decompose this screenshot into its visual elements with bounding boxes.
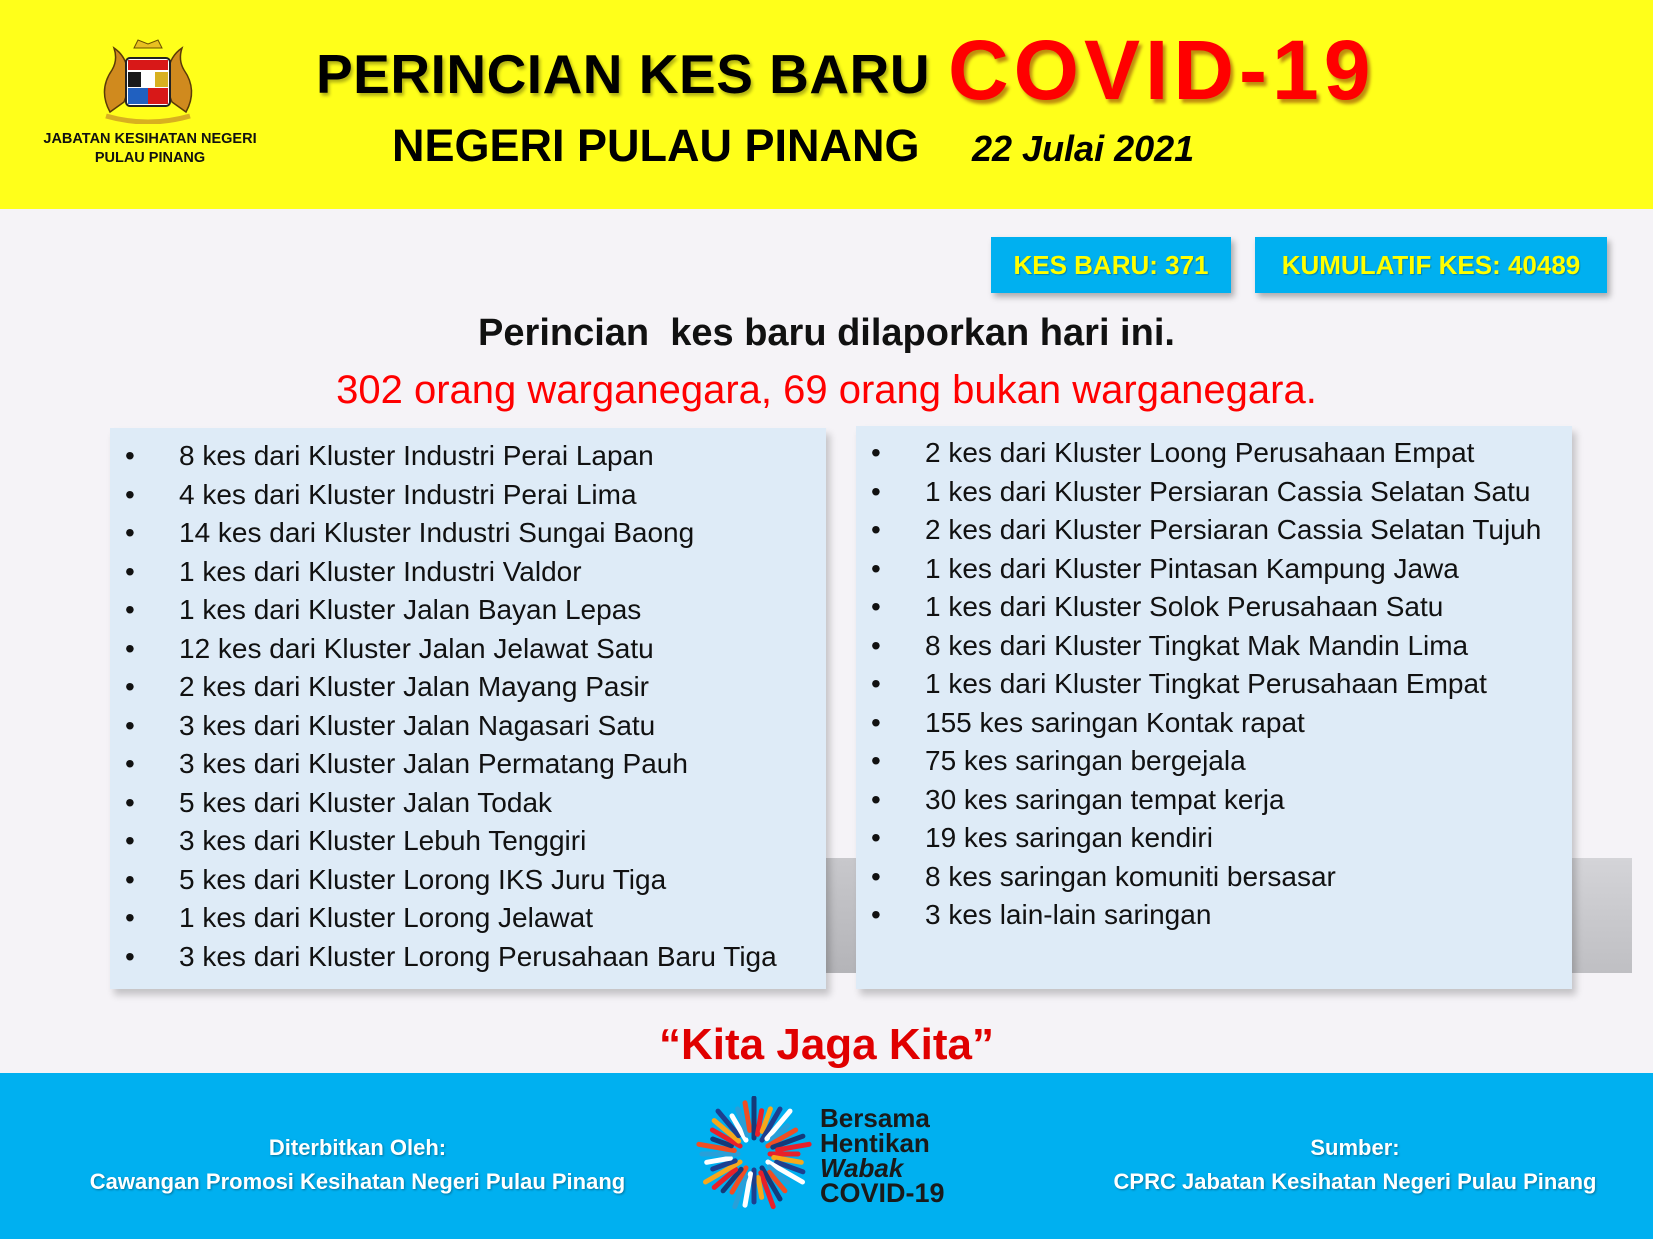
right-case-list — [856, 434, 1541, 935]
campaign-text: COVID-19 — [820, 1178, 945, 1208]
panel-shadow — [826, 858, 856, 973]
list-item: • 19 kes saringan kendiri — [856, 819, 1541, 858]
publisher-label: Diterbitkan Oleh: — [268, 1135, 447, 1160]
state-title: NEGERI PULAU PINANG — [392, 120, 920, 171]
list-item: • 2 kes dari Kluster Loong Perusahaan Empat — [856, 434, 1541, 473]
cumulative-cases-badge: KUMULATIF KES: 40489 — [1255, 237, 1607, 293]
panel-shadow — [1572, 858, 1632, 973]
department-name: JABATAN KESIHATAN NEGERI PULAU PINANG — [43, 131, 257, 166]
campaign-text: Hentikan — [820, 1128, 930, 1158]
coat-of-arms-icon — [88, 38, 208, 124]
list-item: • 1 kes dari Kluster Pintasan Kampung Jawa — [856, 550, 1541, 589]
list-item: • 5 kes dari Kluster Jalan Todak — [110, 784, 777, 823]
list-item: • 2 kes dari Kluster Persiaran Cassia Selatan Tujuh — [856, 511, 1541, 550]
list-item: • 4 kes dari Kluster Industri Perai Lima — [110, 476, 777, 515]
sunburst-ray — [758, 1178, 761, 1198]
list-item: • 3 kes dari Kluster Lebuh Tenggiri — [110, 822, 777, 861]
new-cases-badge: KES BARU: 371 — [991, 237, 1231, 293]
citizenship-summary: 302 orang warganegara, 69 orang bukan warganegara. — [336, 368, 1317, 412]
left-case-list — [110, 437, 777, 976]
list-item: • 1 kes dari Kluster Industri Valdor — [110, 553, 777, 592]
list-item: • 8 kes dari Kluster Tingkat Mak Mandin Lima — [856, 627, 1541, 666]
list-item: • 14 kes dari Kluster Industri Sungai Baong — [110, 514, 777, 553]
list-item: • 3 kes dari Kluster Lorong Perusahaan Baru Tiga — [110, 938, 777, 977]
list-item: • 3 kes dari Kluster Jalan Nagasari Satu — [110, 707, 777, 746]
list-item: • 1 kes dari Kluster Persiaran Cassia Selatan Satu — [856, 473, 1541, 512]
list-item: • 1 kes dari Kluster Tingkat Perusahaan Empat — [856, 665, 1541, 704]
list-item: • 3 kes dari Kluster Jalan Permatang Pauh — [110, 745, 777, 784]
list-item: • 1 kes dari Kluster Jalan Bayan Lepas — [110, 591, 777, 630]
campaign-text: Bersama — [820, 1103, 930, 1133]
list-item: • 1 kes dari Kluster Solok Perusahaan Satu — [856, 588, 1541, 627]
source-name: CPRC Jabatan Kesihatan Negeri Pulau Pinang — [1113, 1169, 1597, 1194]
campaign-text: Wabak — [820, 1153, 904, 1183]
list-item: • 155 kes saringan Kontak rapat — [856, 704, 1541, 743]
page-title: PERINCIAN KES BARU — [316, 43, 931, 105]
list-item: • 5 kes dari Kluster Lorong IKS Juru Tiga — [110, 861, 777, 900]
list-item: • 30 kes saringan tempat kerja — [856, 781, 1541, 820]
publisher-name: Cawangan Promosi Kesihatan Negeri Pulau Pinang — [89, 1169, 626, 1194]
list-item: • 8 kes dari Kluster Industri Perai Lapan — [110, 437, 777, 476]
list-item: • 2 kes dari Kluster Jalan Mayang Pasir — [110, 668, 777, 707]
motto: “Kita Jaga Kita” — [659, 1020, 994, 1069]
list-item: • 12 kes dari Kluster Jalan Jelawat Satu — [110, 630, 777, 669]
source-label: Sumber: — [1310, 1135, 1400, 1160]
list-item: • 8 kes saringan komuniti bersasar — [856, 858, 1541, 897]
list-item: • 75 kes saringan bergejala — [856, 742, 1541, 781]
list-item: • 3 kes lain-lain saringan — [856, 896, 1541, 935]
report-date: 22 Julai 2021 — [972, 128, 1195, 169]
section-heading: Perincian kes baru dilaporkan hari ini. — [478, 312, 1175, 354]
covid-title: COVID-19 — [948, 23, 1376, 117]
sunburst-icon — [696, 1096, 812, 1212]
list-item: • 1 kes dari Kluster Lorong Jelawat — [110, 899, 777, 938]
